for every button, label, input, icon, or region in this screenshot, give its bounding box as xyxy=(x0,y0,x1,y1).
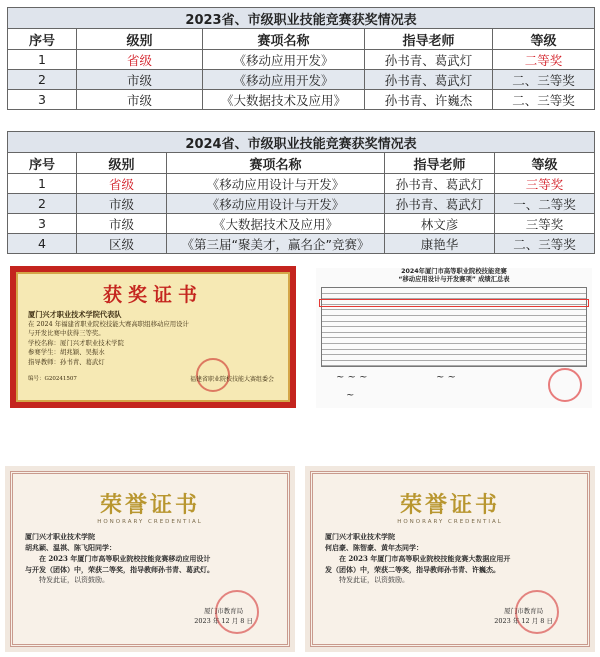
advisor-cell: 孙书青、葛武灯 xyxy=(365,70,493,90)
issuer-name: 厦门市教育局 xyxy=(504,607,544,615)
row-index: 3 xyxy=(8,214,77,234)
table-row xyxy=(8,214,595,234)
certificate-subheading: HONORARY CREDENTIAL xyxy=(97,519,203,525)
advisor-cell: 孙书青、葛武灯 xyxy=(385,174,495,194)
column-header: 等级 xyxy=(493,29,595,50)
honor-certificate-bigdata xyxy=(305,466,595,652)
sheet-title: 2024年厦门市高等职业院校技能竞赛 xyxy=(401,268,507,275)
certificate-issuer: 福建省职业院校技能大赛组委会 xyxy=(189,376,274,383)
event-cell: 《移动应用设计与开发》 xyxy=(167,194,385,214)
certificate-body: 特发此证，以资鼓励。 xyxy=(39,576,109,584)
table-title: 2024省、市级职业技能竞赛获奖情况表 xyxy=(8,132,595,153)
score-summary-sheet xyxy=(316,268,592,408)
table-row xyxy=(8,234,595,254)
award-cell: 三等奖 xyxy=(495,174,595,194)
certificate-students: 何启豪、陈智豪、黄年杰同学： xyxy=(325,543,423,552)
certificate-body: 与开发比赛中获得三等奖。 xyxy=(28,329,105,337)
certificate-school: 学校名称：厦门兴才职业技术学院 xyxy=(28,338,124,347)
honor-certificate-mobile xyxy=(5,466,295,652)
certificate-members: 参赛学生：胡兆颖、吴振水 xyxy=(28,348,105,356)
highlighted-row xyxy=(319,299,589,307)
certificate-issuer xyxy=(194,606,253,626)
signature: ~ ~ xyxy=(436,372,456,383)
event-cell: 《大数据技术及应用》 xyxy=(203,90,365,110)
level-cell: 省级 xyxy=(77,50,203,70)
row-index: 2 xyxy=(8,70,77,90)
column-header: 赛项名称 xyxy=(167,153,385,174)
event-cell: 《移动应用设计与开发》 xyxy=(167,174,385,194)
certificate-heading: 荣誉证书 xyxy=(399,492,500,518)
award-table-2023 xyxy=(7,7,595,110)
certificate-heading: 荣誉证书 xyxy=(99,492,200,518)
row-index: 1 xyxy=(8,50,77,70)
certificate-students: 胡兆颖、温祺、陈飞阳同学： xyxy=(25,543,116,552)
level-cell: 区级 xyxy=(77,234,167,254)
award-cell: 二、三等奖 xyxy=(493,70,595,90)
award-table-2024 xyxy=(7,131,595,254)
award-cell: 三等奖 xyxy=(495,214,595,234)
column-header: 序号 xyxy=(8,153,77,174)
level-cell: 省级 xyxy=(77,174,167,194)
advisor-cell: 林文彦 xyxy=(385,214,495,234)
advisor-cell: 孙书青、许巍杰 xyxy=(365,90,493,110)
event-cell: 《大数据技术及应用》 xyxy=(167,214,385,234)
column-header: 等级 xyxy=(495,153,595,174)
certificate-body: 与开发（团体）中，荣获二等奖，指导教师孙书青、葛武灯。 xyxy=(25,565,214,574)
column-header: 赛项名称 xyxy=(203,29,365,50)
column-header: 级别 xyxy=(77,153,167,174)
column-header: 指导老师 xyxy=(385,153,495,174)
table-row xyxy=(8,90,595,110)
column-header: 级别 xyxy=(77,29,203,50)
level-cell: 市级 xyxy=(77,214,167,234)
column-header: 指导老师 xyxy=(365,29,493,50)
certificate-body: 在 2023 年厦门市高等职业院校技能竞赛移动应用设计 xyxy=(39,554,211,563)
table-row xyxy=(8,174,595,194)
signature: ~ xyxy=(346,390,355,401)
certificate-school: 厦门兴才职业技术学院 xyxy=(25,532,95,541)
issue-date: 2023 年 12 月 8 日 xyxy=(494,617,553,625)
certificate-issuer xyxy=(494,606,553,626)
sheet-subtitle: “移动应用设计与开发赛项” 成绩汇总表 xyxy=(398,276,510,283)
certificate-team: 厦门兴才职业技术学院代表队 xyxy=(28,310,122,319)
table-row xyxy=(8,70,595,90)
certificate-body: 在 2024 年福建省职业院校技能大赛高职组移动应用设计 xyxy=(28,319,189,328)
certificate-body: 发（团体）中，荣获二等奖，指导教师孙书青、许巍杰。 xyxy=(325,565,500,574)
event-cell: 《移动应用开发》 xyxy=(203,70,365,90)
column-header: 序号 xyxy=(8,29,77,50)
advisor-cell: 康艳华 xyxy=(385,234,495,254)
table-row xyxy=(8,50,595,70)
level-cell: 市级 xyxy=(77,90,203,110)
provincial-award-certificate xyxy=(10,266,296,408)
issue-date: 2023 年 12 月 8 日 xyxy=(194,617,253,625)
signature: ~ ~ ~ xyxy=(336,372,368,383)
certificate-school: 厦门兴才职业技术学院 xyxy=(325,532,395,541)
event-cell: 《移动应用开发》 xyxy=(203,50,365,70)
advisor-cell: 孙书青、葛武灯 xyxy=(365,50,493,70)
award-cell: 一、二等奖 xyxy=(495,194,595,214)
row-index: 4 xyxy=(8,234,77,254)
issuer-name: 厦门市教育局 xyxy=(204,607,244,615)
row-index: 2 xyxy=(8,194,77,214)
table-row xyxy=(8,194,595,214)
award-cell: 二、三等奖 xyxy=(493,90,595,110)
award-cell: 二等奖 xyxy=(493,50,595,70)
certificate-body: 特发此证，以资鼓励。 xyxy=(339,576,409,584)
level-cell: 市级 xyxy=(77,70,203,90)
row-index: 1 xyxy=(8,174,77,194)
level-cell: 市级 xyxy=(77,194,167,214)
event-cell: 《第三届“聚美才，赢名企”竞赛》 xyxy=(167,234,385,254)
table-title: 2023省、市级职业技能竞赛获奖情况表 xyxy=(8,8,595,29)
advisor-cell: 孙书青、葛武灯 xyxy=(385,194,495,214)
row-index: 3 xyxy=(8,90,77,110)
official-seal xyxy=(548,368,582,402)
certificate-advisors: 指导教师：孙书青、葛武灯 xyxy=(28,357,105,366)
certificate-heading: 获奖证书 xyxy=(102,284,203,306)
certificate-serial: 编号：G20241507 xyxy=(28,376,77,382)
certificate-body: 在 2023 年厦门市高等职业院校技能竞赛大数据应用开 xyxy=(339,554,511,563)
award-cell: 二、三等奖 xyxy=(495,234,595,254)
certificate-subheading: HONORARY CREDENTIAL xyxy=(397,519,503,525)
